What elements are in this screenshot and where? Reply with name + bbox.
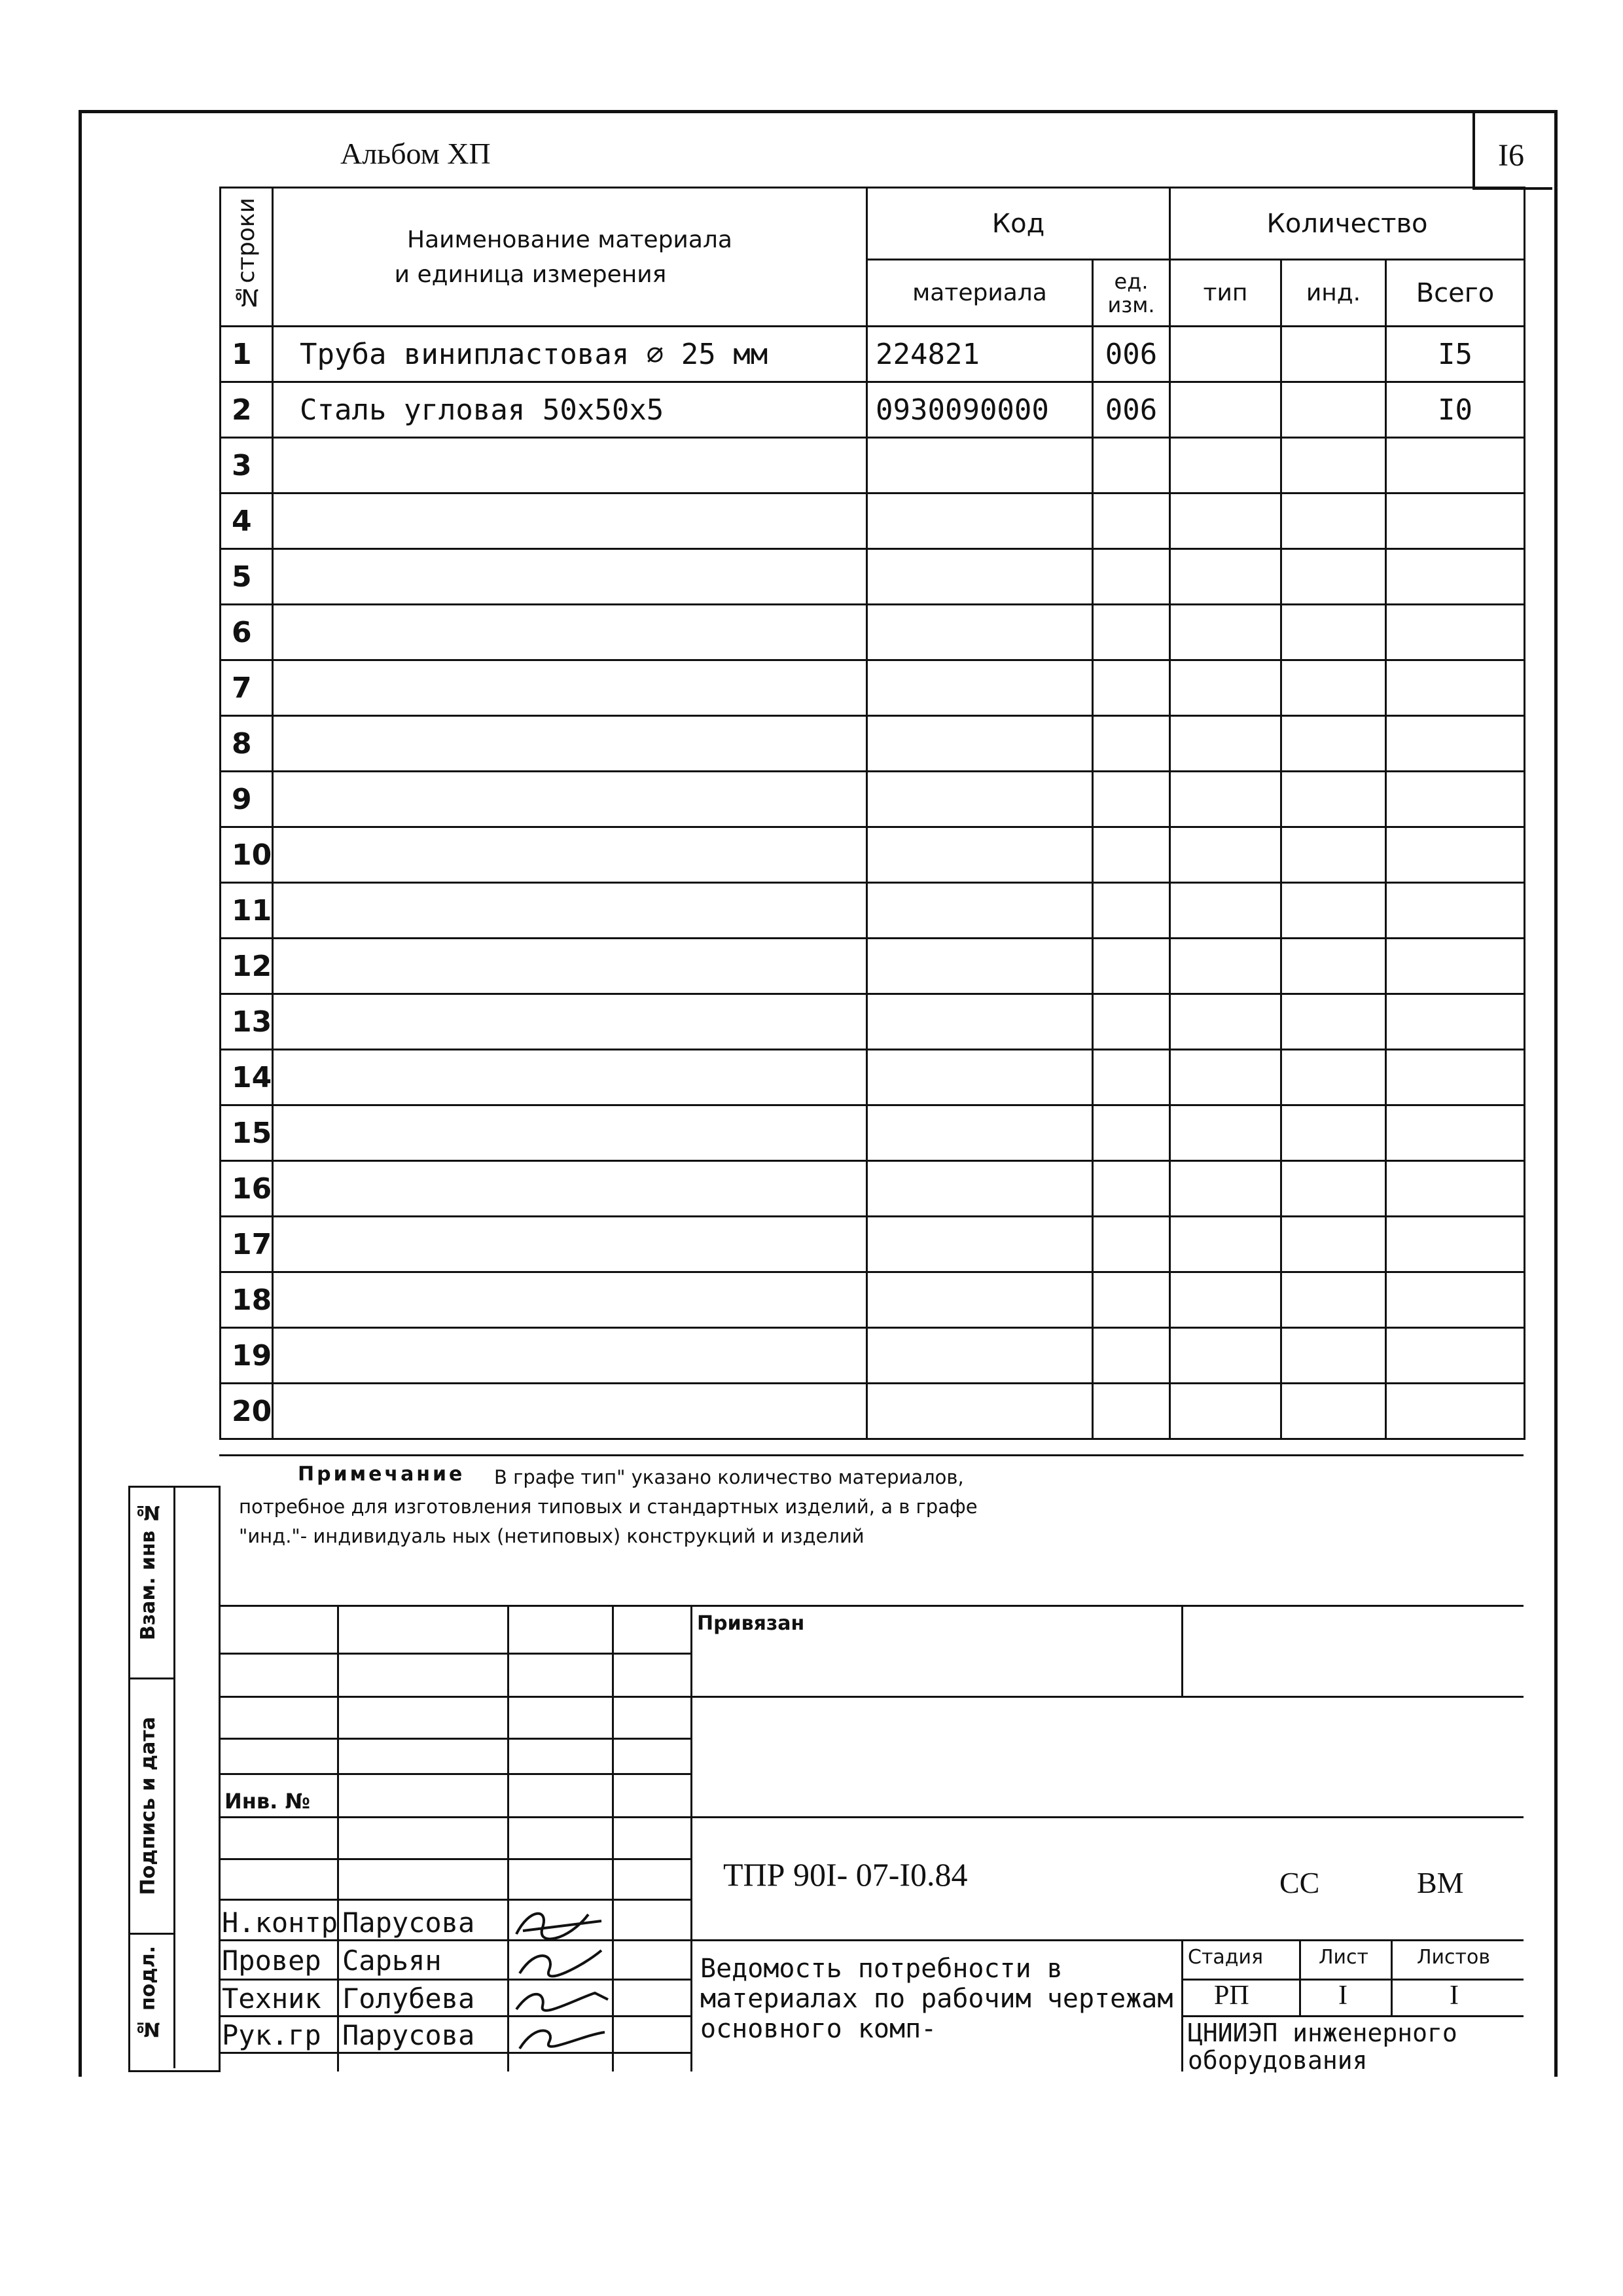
material-code-cell — [867, 1384, 1093, 1439]
name-4: Парусова — [342, 2019, 475, 2051]
row-number-cell: 20 — [221, 1384, 273, 1439]
name-3: Голубева — [342, 1982, 475, 2015]
note-text: В графе тип" указано количество материалов, потребное для изготовления типовых и стандартных изделий, а в графе "инд."- индивидуаль ных (нетиповых) конструкций и изделий — [239, 1466, 978, 1547]
sheet-label: Лист — [1319, 1946, 1369, 1969]
row-number-cell: 8 — [221, 716, 273, 772]
code-header: Код — [867, 188, 1170, 260]
row-number-cell: 9 — [221, 772, 273, 827]
qty-total-cell — [1386, 994, 1525, 1050]
table-row — [221, 716, 1525, 772]
qty-ind-cell — [1281, 327, 1386, 382]
material-name-cell: Труба винипластовая ∅ 25 мм — [273, 327, 867, 382]
material-name-cell — [273, 1384, 867, 1439]
row-number-header: №строки — [221, 188, 273, 327]
qty-total-cell — [1386, 1384, 1525, 1439]
table-row — [221, 1050, 1525, 1105]
material-name-cell — [273, 605, 867, 660]
table-row — [221, 549, 1525, 605]
stage-value: РП — [1214, 1981, 1249, 2011]
material-name-cell: Сталь угловая 50х50х5 — [273, 382, 867, 438]
material-name-cell — [273, 1272, 867, 1328]
qty-type-cell — [1170, 493, 1281, 549]
side-stamp — [128, 1486, 221, 2072]
qty-total-cell: I5 — [1386, 327, 1525, 382]
role-2: Провер — [222, 1945, 321, 1977]
table-row — [221, 883, 1525, 939]
name-2: Сарьян — [342, 1945, 442, 1977]
qty-total-cell — [1386, 883, 1525, 939]
inv-no-label: Инв. № — [224, 1789, 310, 1814]
qty-type-cell — [1170, 382, 1281, 438]
unit-code-cell — [1093, 883, 1170, 939]
row-number-cell: 2 — [221, 382, 273, 438]
unit-code-cell — [1093, 939, 1170, 994]
sheet-number: I6 — [1498, 138, 1524, 173]
material-name-cell — [273, 1328, 867, 1384]
material-name-cell — [273, 716, 867, 772]
unit-code-cell — [1093, 1217, 1170, 1272]
unit-code-cell — [1093, 1050, 1170, 1105]
material-code-cell: 0930090000 — [867, 382, 1093, 438]
album-label: Альбом ХП — [340, 137, 491, 170]
row-number-cell: 17 — [221, 1217, 273, 1272]
material-code-cell — [867, 1161, 1093, 1217]
table-row — [221, 772, 1525, 827]
qty-type-cell — [1170, 605, 1281, 660]
row-number-cell: 4 — [221, 493, 273, 549]
qty-ind-cell — [1281, 772, 1386, 827]
qty-total-cell — [1386, 1328, 1525, 1384]
role-4: Рук.гр — [222, 2019, 321, 2051]
qty-ind-cell — [1281, 549, 1386, 605]
qty-total-cell — [1386, 1272, 1525, 1328]
unit-code-cell — [1093, 1161, 1170, 1217]
mark-vm: ВМ — [1417, 1866, 1464, 1899]
row-number-cell: 18 — [221, 1272, 273, 1328]
qty-ind-cell — [1281, 605, 1386, 660]
document-code: ТПР 90I- 07-I0.84 — [723, 1856, 968, 1893]
material-code-cell — [867, 716, 1093, 772]
qty-ind-header: инд. — [1281, 260, 1386, 327]
qty-type-cell — [1170, 1328, 1281, 1384]
material-code-cell — [867, 1105, 1093, 1161]
row-number-cell: 19 — [221, 1328, 273, 1384]
name-1: Парусова — [342, 1907, 475, 1939]
qty-type-cell — [1170, 1384, 1281, 1439]
material-name-cell — [273, 493, 867, 549]
qty-total-cell — [1386, 716, 1525, 772]
qty-total-cell — [1386, 1050, 1525, 1105]
material-code-cell — [867, 883, 1093, 939]
material-name-cell — [273, 883, 867, 939]
stage-label: Стадия — [1188, 1946, 1264, 1969]
qty-ind-cell — [1281, 827, 1386, 883]
qty-total-header: Всего — [1386, 260, 1525, 327]
qty-total-cell — [1386, 1105, 1525, 1161]
signatures — [510, 1901, 611, 2065]
qty-type-cell — [1170, 438, 1281, 493]
qty-total-cell — [1386, 939, 1525, 994]
material-name-header: Наименование материала и единица измерения — [273, 188, 867, 327]
qty-total-cell — [1386, 772, 1525, 827]
material-name-cell — [273, 1161, 867, 1217]
qty-type-cell — [1170, 939, 1281, 994]
material-code-cell — [867, 1328, 1093, 1384]
material-code-cell — [867, 772, 1093, 827]
note-title: Примечание — [298, 1463, 465, 1486]
mark-cc: СС — [1279, 1866, 1320, 1899]
row-number-cell: 15 — [221, 1105, 273, 1161]
row-number-cell: 1 — [221, 327, 273, 382]
table-row — [221, 493, 1525, 549]
unit-code-cell — [1093, 1105, 1170, 1161]
unit-code-cell — [1093, 1384, 1170, 1439]
qty-ind-cell — [1281, 493, 1386, 549]
material-name-cell — [273, 994, 867, 1050]
qty-total-cell — [1386, 493, 1525, 549]
row-number-cell: 14 — [221, 1050, 273, 1105]
quantity-header: Количество — [1170, 188, 1525, 260]
material-code-header: материала — [867, 260, 1093, 327]
qty-type-cell — [1170, 827, 1281, 883]
qty-ind-cell — [1281, 1161, 1386, 1217]
row-number-cell: 5 — [221, 549, 273, 605]
material-code-cell — [867, 438, 1093, 493]
material-name-cell — [273, 827, 867, 883]
note-section — [219, 1454, 1524, 1607]
table-row — [221, 994, 1525, 1050]
table-row — [221, 1328, 1525, 1384]
table-row — [221, 660, 1525, 716]
material-code-cell — [867, 1217, 1093, 1272]
qty-ind-cell — [1281, 660, 1386, 716]
qty-ind-cell — [1281, 716, 1386, 772]
qty-type-cell — [1170, 772, 1281, 827]
material-name-cell — [273, 660, 867, 716]
qty-total-cell — [1386, 827, 1525, 883]
row-number-cell: 12 — [221, 939, 273, 994]
material-name-cell — [273, 1105, 867, 1161]
qty-total-cell — [1386, 660, 1525, 716]
signature-date-cell: Подпись и дата — [130, 1677, 175, 1935]
material-code-cell — [867, 493, 1093, 549]
unit-code-cell — [1093, 493, 1170, 549]
qty-ind-cell — [1281, 883, 1386, 939]
qty-ind-cell — [1281, 1272, 1386, 1328]
qty-ind-cell — [1281, 1105, 1386, 1161]
table-row — [221, 327, 1525, 382]
original-inv-cell: № подл. — [130, 1933, 175, 2068]
row-number-cell: 7 — [221, 660, 273, 716]
qty-ind-cell — [1281, 1217, 1386, 1272]
unit-code-cell: 006 — [1093, 327, 1170, 382]
material-code-cell — [867, 994, 1093, 1050]
qty-total-cell: I0 — [1386, 382, 1525, 438]
qty-total-cell — [1386, 438, 1525, 493]
table-row — [221, 1272, 1525, 1328]
material-name-cell — [273, 438, 867, 493]
qty-ind-cell — [1281, 1328, 1386, 1384]
unit-code-header: ед. изм. — [1093, 260, 1170, 327]
unit-code-cell — [1093, 549, 1170, 605]
unit-code-cell: 006 — [1093, 382, 1170, 438]
table-row — [221, 939, 1525, 994]
qty-type-cell — [1170, 716, 1281, 772]
qty-ind-cell — [1281, 438, 1386, 493]
document-title: Ведомость потребности в материалах по рабочим чертежам основного комп- — [700, 1954, 1173, 2044]
material-code-cell — [867, 660, 1093, 716]
qty-total-cell — [1386, 1217, 1525, 1272]
row-number-cell: 16 — [221, 1161, 273, 1217]
table-row — [221, 382, 1525, 438]
unit-code-cell — [1093, 438, 1170, 493]
sheets-label: Листов — [1417, 1946, 1491, 1969]
material-code-cell — [867, 939, 1093, 994]
material-name-cell — [273, 1050, 867, 1105]
row-number-cell: 11 — [221, 883, 273, 939]
qty-type-header: тип — [1170, 260, 1281, 327]
table-row — [221, 605, 1525, 660]
table-row — [221, 827, 1525, 883]
row-number-cell: 6 — [221, 605, 273, 660]
material-code-cell — [867, 827, 1093, 883]
qty-ind-cell — [1281, 1384, 1386, 1439]
unit-code-cell — [1093, 827, 1170, 883]
sheets-value: I — [1450, 1981, 1459, 2011]
qty-type-cell — [1170, 994, 1281, 1050]
unit-code-cell — [1093, 994, 1170, 1050]
material-name-cell — [273, 772, 867, 827]
qty-ind-cell — [1281, 939, 1386, 994]
unit-code-cell — [1093, 772, 1170, 827]
row-number-cell: 10 — [221, 827, 273, 883]
role-1: Н.контр — [222, 1907, 338, 1939]
unit-code-cell — [1093, 660, 1170, 716]
unit-code-cell — [1093, 716, 1170, 772]
table-row — [221, 438, 1525, 493]
material-code-cell — [867, 1272, 1093, 1328]
title-block — [219, 1605, 1524, 2075]
table-row — [221, 1384, 1525, 1439]
qty-type-cell — [1170, 549, 1281, 605]
material-name-cell — [273, 549, 867, 605]
qty-type-cell — [1170, 660, 1281, 716]
material-code-cell: 224821 — [867, 327, 1093, 382]
qty-total-cell — [1386, 1161, 1525, 1217]
unit-code-cell — [1093, 605, 1170, 660]
table-row — [221, 1217, 1525, 1272]
qty-ind-cell — [1281, 994, 1386, 1050]
qty-type-cell — [1170, 883, 1281, 939]
qty-type-cell — [1170, 1050, 1281, 1105]
qty-type-cell — [1170, 1161, 1281, 1217]
material-name-cell — [273, 939, 867, 994]
material-code-cell — [867, 1050, 1093, 1105]
qty-type-cell — [1170, 1272, 1281, 1328]
qty-type-cell — [1170, 1217, 1281, 1272]
material-name-cell — [273, 1217, 867, 1272]
bound-label: Привязан — [697, 1612, 805, 1635]
role-3: Техник — [222, 1982, 321, 2015]
material-code-cell — [867, 605, 1093, 660]
unit-code-cell — [1093, 1328, 1170, 1384]
row-number-cell: 13 — [221, 994, 273, 1050]
unit-code-cell — [1093, 1272, 1170, 1328]
table-row — [221, 1161, 1525, 1217]
materials-table — [219, 187, 1525, 1440]
organization: ЦНИИЭП инженерного оборудования — [1188, 2018, 1457, 2075]
sheet-value: I — [1338, 1981, 1347, 2011]
qty-total-cell — [1386, 549, 1525, 605]
material-code-cell — [867, 549, 1093, 605]
qty-type-cell — [1170, 1105, 1281, 1161]
qty-total-cell — [1386, 605, 1525, 660]
qty-ind-cell — [1281, 1050, 1386, 1105]
row-number-cell: 3 — [221, 438, 273, 493]
qty-ind-cell — [1281, 382, 1386, 438]
table-row — [221, 1105, 1525, 1161]
replaced-inv-cell: Взам. инв № — [130, 1488, 175, 1679]
qty-type-cell — [1170, 327, 1281, 382]
